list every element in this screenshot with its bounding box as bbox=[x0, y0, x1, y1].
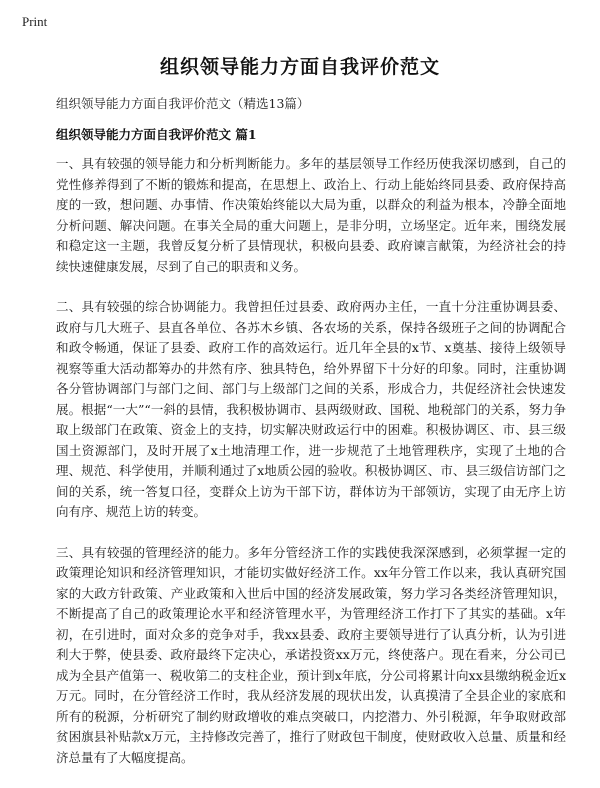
document-body bbox=[56, 154, 566, 788]
paragraph-coordination: 二、具有较强的综合协调能力。我曾担任过县委、政府两办主任，一直十分注重协调县委、政府与几大班子、县直各单位、各苏木乡镇、各农场的关系，保持各级班子之间的协调配合和政令畅通，保证了县委、政府工作的高效运行。近几年全县的x节、x奠基、接待上级领导视察等重大活动都筹办的井然有序、独具特色，给外界留下十分好的印象。同时，注重协调各分管协调部门与部门之间、部门与上级部门之间的关系，形成合力，共促经济社会快速发展。根据“一大”“一斜的县情，我积极协调市、县两级财政、国税、地税部门的关系，努力争取上级部门在政策、资金上的支持，切实解决财政运行中的困难。积极协调区、市、县三级国土资源部门，及时开展了x土地清理工作，进一步规范了土地管理秩序，实现了土地的合理、规范、科学使用，并顺利通过了x地质公园的验收。积极协调区、市、县三级信访部门之间的关系，统一答复口径，变群众上访为干部下访，群体访为干部领访，实现了由无序上访向有序、规范上访的转变。 bbox=[56, 299, 566, 519]
print-label[interactable]: Print bbox=[22, 14, 48, 29]
paragraph-economic-management: 三、具有较强的管理经济的能力。多年分管经济工作的实践使我深深感到，必须掌握一定的政策理论知识和经济管理知识，才能切实做好经济工作。xx年分管工作以来，我认真研究国家的大政方针政策、产业政策和入世后中国的经济发展政策，努力学习各类经济管理知识，不断提高了自己的政策理论水平和经济管理水平，为管理经济工作打下了其实的基础。x年初，在引进时，面对众多的竞争对手，我xx县委、政府主要领导进行了认真分析，认为引进利大于弊，使县委、政府最终下定决心，承诺投资xx万元，终使落户。现在看来，分公司已成为全县产值第一、税收第二的支柱企业，预计到x年底，分公司将累计向xx县缴纳税金近x万元。同时，在分管经济工作时，我从经济发展的现状出发，认真摸清了全县企业的家底和所有的税源，分析研究了制约财政增收的难点突破口，内挖潜力、外引税源，年争取财政部贫困旗县补贴款x万元，主持修改完善了，推行了财政包干制度，使财政收入总量、质量和经济总量有了大幅度提高。 bbox=[56, 544, 566, 765]
section-heading: 组织领导能力方面自我评价范文 篇1 bbox=[56, 127, 257, 142]
document-subtitle: 组织领导能力方面自我评价范文（精选13篇） bbox=[56, 96, 310, 111]
paragraph-leadership-analysis: 一、具有较强的领导能力和分析判断能力。多年的基层领导工作经历使我深切感到，自己的党性修养得到了不断的锻炼和提高，在思想上、政治上、行动上能始终同县委、政府保持高度的一致，想问题、办事情、作决策始终能以大局为重，以群众的利益为根本，冷静全面地分析问题、解决问题。在事关全局的重大问题上，是非分明，立场坚定。近年来，围绕发展和稳定这一主题，我曾反复分析了县情现状，积极向县委、政府谏言献策，为经济社会的持续快速健康发展，尽到了自己的职责和义务。 bbox=[56, 156, 566, 274]
document-title: 组织领导能力方面自我评价范文 bbox=[159, 56, 440, 78]
